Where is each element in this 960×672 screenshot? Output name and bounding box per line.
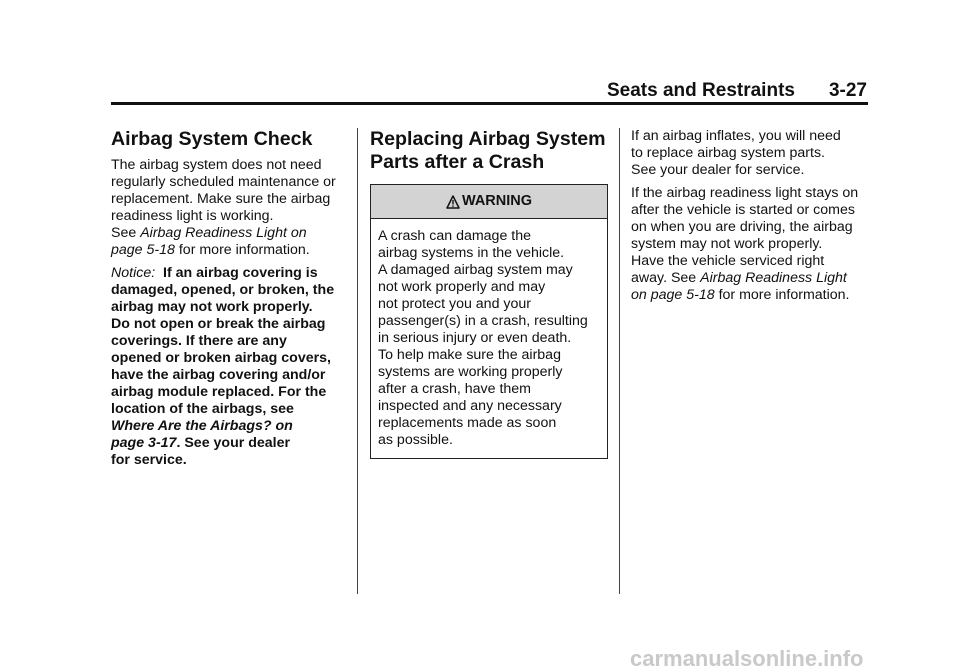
column-2 xyxy=(370,128,610,459)
text-line: coverings. If there are any xyxy=(111,333,287,349)
text-line: If the airbag readiness light stays on xyxy=(631,185,859,201)
text-line: airbag may not work properly. xyxy=(111,299,313,315)
text-line: location of the airbags, see xyxy=(111,401,294,417)
text-line: after the vehicle is started or comes xyxy=(631,202,855,218)
text-line: replacement. Make sure the airbag xyxy=(111,191,331,207)
text-see: away. See xyxy=(631,270,697,286)
warning-body xyxy=(371,219,607,458)
link-where-are-the-airbags[interactable]: Where Are the Airbags? on xyxy=(111,418,293,434)
heading-line: Parts after a Crash xyxy=(370,151,545,173)
heading-line: Replacing Airbag System xyxy=(370,128,606,150)
text-line: If an airbag covering is xyxy=(163,265,318,281)
column-divider-1 xyxy=(357,128,358,594)
column-3 xyxy=(631,128,871,310)
text-line: have the airbag covering and/or xyxy=(111,367,326,383)
text-tail: for more information. xyxy=(178,242,310,258)
page-header xyxy=(111,80,867,102)
paragraph-inflation xyxy=(631,128,871,179)
warning-box xyxy=(370,184,608,459)
text-line: damaged, opened, or broken, the xyxy=(111,282,335,298)
link-page-5-18[interactable]: page 5-18 xyxy=(111,242,175,258)
text-tail: for more information. xyxy=(718,287,850,303)
text-tail: . See your dealer xyxy=(176,435,291,451)
heading-airbag-system-check: Airbag System Check xyxy=(111,128,313,150)
text-line: Have the vehicle serviced right xyxy=(631,253,825,269)
text-line: A damaged airbag system may xyxy=(378,262,573,278)
link-airbag-readiness-light-2[interactable]: Airbag Readiness Light xyxy=(700,270,847,286)
text-line: To help make sure the airbag xyxy=(378,347,561,363)
notice-paragraph xyxy=(111,265,347,469)
text-line: replacements made as soon xyxy=(378,415,557,431)
header-rule xyxy=(111,102,868,105)
link-on-page-5-18[interactable]: on page 5-18 xyxy=(631,287,715,303)
text-line: Do not open or break the airbag xyxy=(111,316,326,332)
text-see: See xyxy=(111,225,137,241)
column-divider-2 xyxy=(619,128,620,594)
warning-title: WARNING xyxy=(461,193,533,209)
warning-header xyxy=(371,185,607,219)
text-line: on when you are driving, the airbag xyxy=(631,219,853,235)
column-1 xyxy=(111,128,347,475)
text-line: opened or broken airbag covers, xyxy=(111,350,331,366)
text-line: If an airbag inflates, you will need xyxy=(631,128,841,144)
warning-icon xyxy=(446,194,460,209)
text-line: to replace airbag system parts. xyxy=(631,145,825,161)
text-line: airbag systems in the vehicle. xyxy=(378,245,565,261)
text-line: inspected and any necessary xyxy=(378,398,562,414)
text-line: readiness light is working. xyxy=(111,208,274,224)
section-title: Seats and Restraints xyxy=(607,80,795,101)
text-line: not protect you and your xyxy=(378,296,532,312)
watermark: carmanualsonline.info xyxy=(630,646,864,671)
text-line: regularly scheduled maintenance or xyxy=(111,174,336,190)
heading-replacing-airbag-parts xyxy=(370,128,610,174)
text-line: after a crash, have them xyxy=(378,381,531,397)
text-line: The airbag system does not need xyxy=(111,157,322,173)
text-line: airbag module replaced. For the xyxy=(111,384,327,400)
text-line: not work properly and may xyxy=(378,279,546,295)
notice-label: Notice: xyxy=(111,265,156,281)
paragraph-readiness-light xyxy=(631,185,871,304)
text-line: system may not work properly. xyxy=(631,236,823,252)
text-line: systems are working properly xyxy=(378,364,563,380)
text-line: passenger(s) in a crash, resulting xyxy=(378,313,588,329)
text-line: for service. xyxy=(111,452,187,468)
link-page-3-17[interactable]: page 3-17 xyxy=(111,435,177,451)
page-number: 3-27 xyxy=(828,80,867,101)
text-line: See your dealer for service. xyxy=(631,162,805,178)
paragraph-system-check xyxy=(111,157,347,259)
text-line: as possible. xyxy=(378,432,453,448)
link-airbag-readiness-light[interactable]: Airbag Readiness Light on xyxy=(140,225,307,241)
text-line: in serious injury or even death. xyxy=(378,330,572,346)
text-line: A crash can damage the xyxy=(378,228,532,244)
